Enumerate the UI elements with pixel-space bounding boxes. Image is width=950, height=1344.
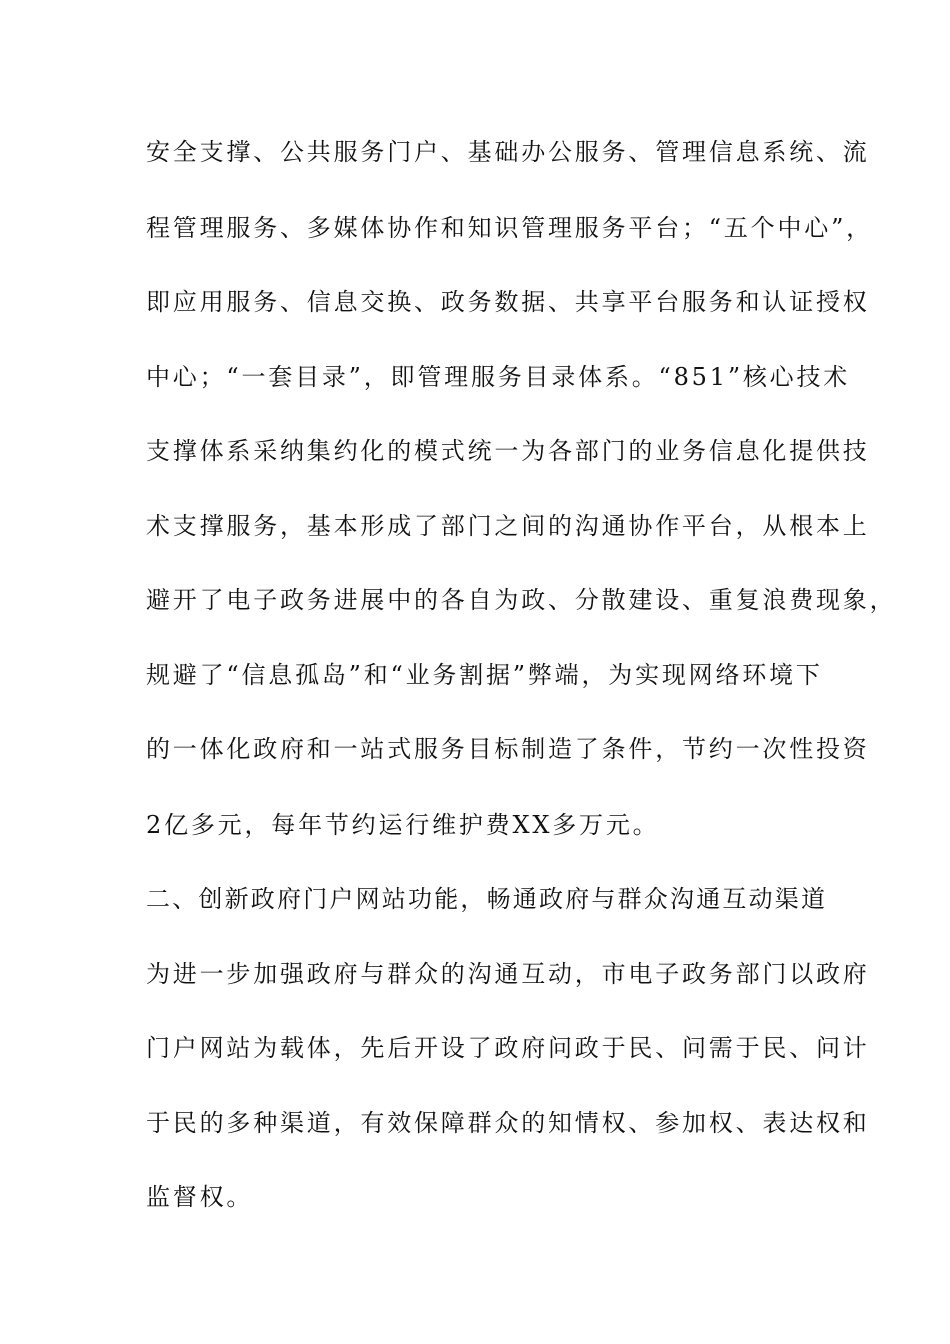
text-line: 门户网站为载体，先后开设了政府问政于民、问需于民、问计 xyxy=(146,1034,870,1062)
text-line: 术支撑服务，基本形成了部门之间的沟通协作平台，从根本上 xyxy=(146,512,870,540)
text-line: 避开了电子政务进展中的各自为政、分散建设、重复浪费现象， xyxy=(146,586,897,614)
text-line: 规避了“信息孤岛”和“业务割据”弊端，为实现网络环境下 xyxy=(146,661,823,689)
text-line: 2亿多元，每年节约运行维护费XX多万元。 xyxy=(146,811,660,839)
text-line: 支撑体系采纳集约化的模式统一为各部门的业务信息化提供技 xyxy=(146,437,870,465)
text-line: 为进一步加强政府与群众的沟通互动，市电子政务部门以政府 xyxy=(146,960,870,988)
text-line: 即应用服务、信息交换、政务数据、共享平台服务和认证授权 xyxy=(146,288,870,316)
text-line: 的一体化政府和一站式服务目标制造了条件，节约一次性投资 xyxy=(146,735,870,763)
text-line: 监督权。 xyxy=(146,1183,254,1211)
text-line: 安全支撑、公共服务门户、基础办公服务、管理信息系统、流 xyxy=(146,138,870,166)
text-line: 程管理服务、多媒体协作和知识管理服务平台；“五个中心”， xyxy=(146,214,873,242)
text-line: 中心；“一套目录”，即管理服务目录体系。“851”核心技术 xyxy=(146,363,851,391)
text-line: 于民的多种渠道，有效保障群众的知情权、参加权、表达权和 xyxy=(146,1109,870,1137)
section-heading: 二、创新政府门户网站功能，畅通政府与群众沟通互动渠道 xyxy=(146,885,828,913)
